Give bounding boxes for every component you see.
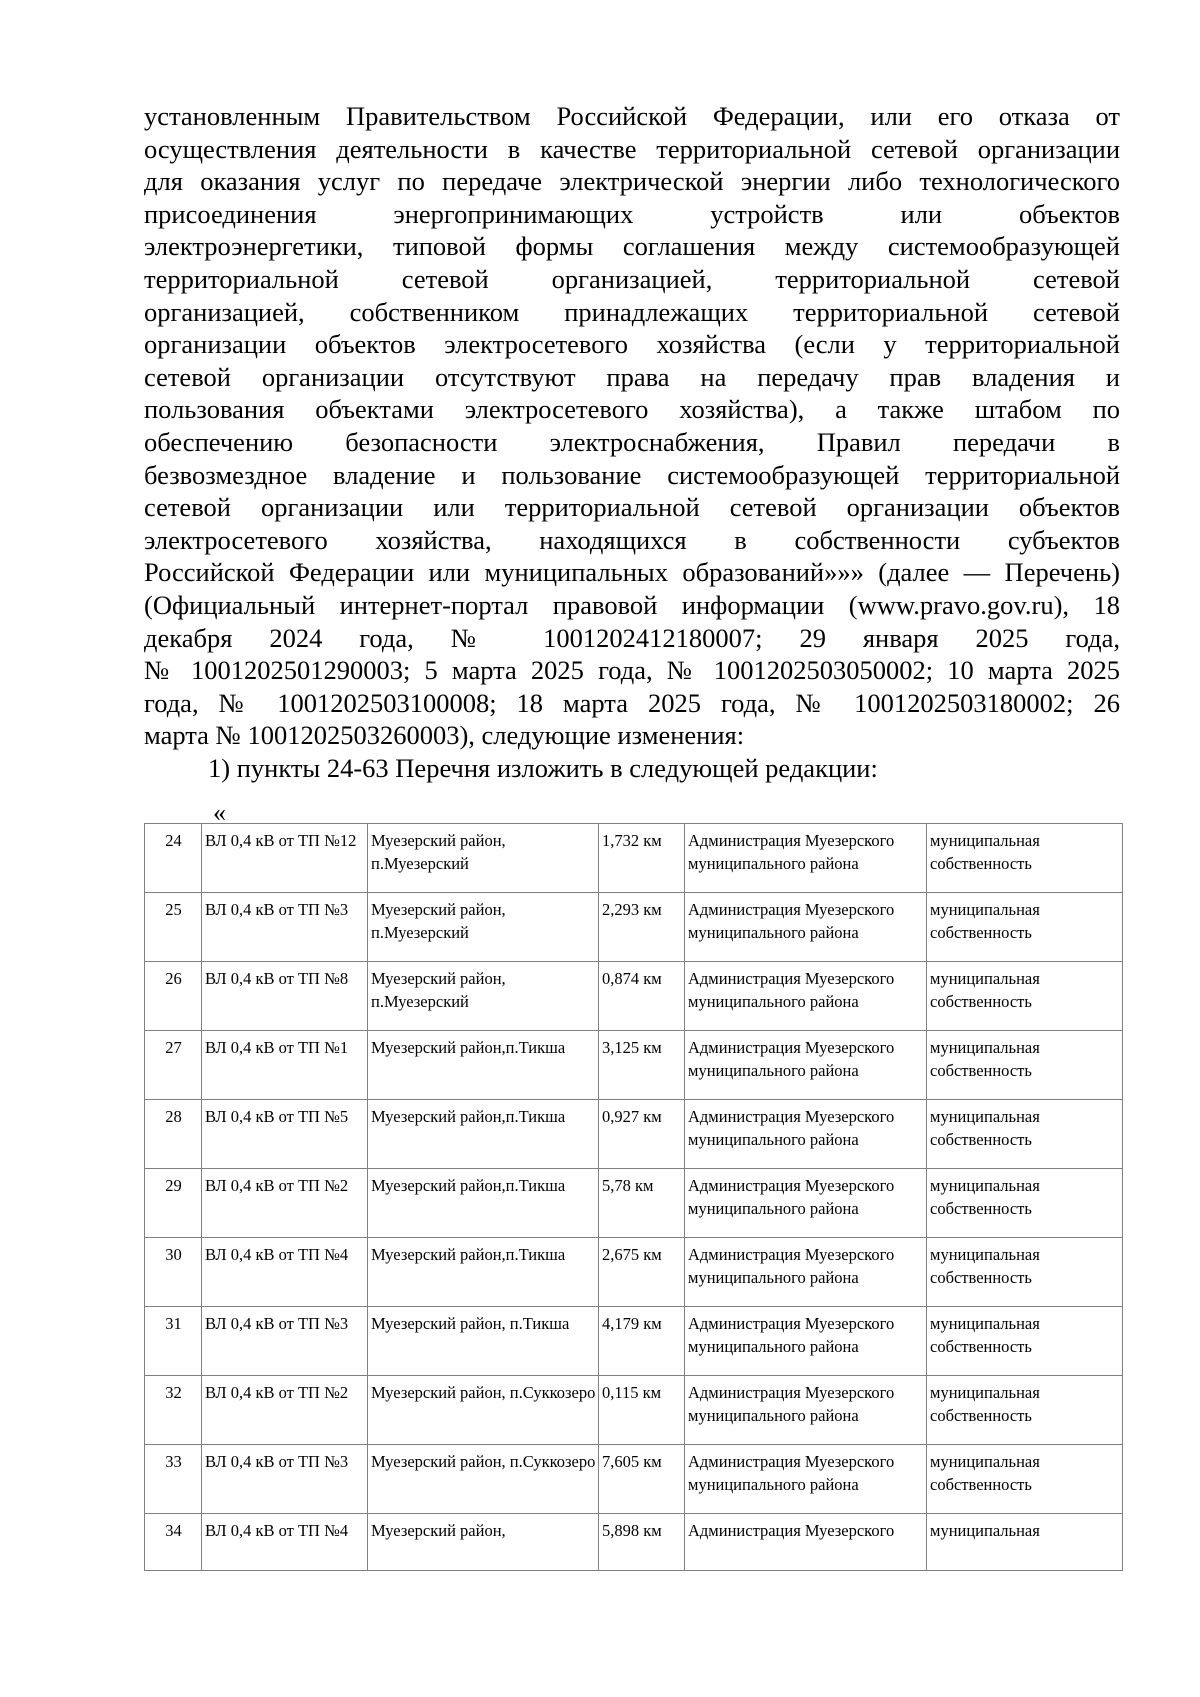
object-length: 7,605 км <box>599 1445 685 1514</box>
intro-line: сетевой организации или территориальной сетевой организации объектов <box>144 492 1120 523</box>
objects-table <box>144 823 1123 1571</box>
object-owner: Администрация Муезерского муниципального района <box>685 1238 927 1307</box>
property-type: муниципальная собственность <box>927 962 1123 1031</box>
object-address: Муезерский район,п.Тикша <box>368 1100 599 1169</box>
object-owner: Администрация Муезерского муниципального района <box>685 1031 927 1100</box>
table-row <box>145 1238 1123 1307</box>
table-row <box>145 1445 1123 1514</box>
table-row <box>145 1031 1123 1100</box>
intro-line: осуществления деятельности в качестве территориальной сетевой организации <box>144 133 1120 164</box>
object-owner: Администрация Муезерского муниципального района <box>685 824 927 893</box>
object-name: ВЛ 0,4 кВ от ТП №1 <box>202 1031 368 1100</box>
intro-line: декабря 2024 года, № 1001202412180007; 29 января 2025 года, <box>144 622 1120 653</box>
intro-line: сетевой организации отсутствуют права на передачу прав владения и <box>144 361 1120 392</box>
object-name: ВЛ 0,4 кВ от ТП №3 <box>202 1445 368 1514</box>
object-length: 1,732 км <box>599 824 685 893</box>
intro-line: организацией, собственником принадлежащих территориальной сетевой <box>144 296 1120 327</box>
intro-line: электроэнергетики, типовой формы соглашения между системообразующей <box>144 231 1120 262</box>
object-owner: Администрация Муезерского муниципального района <box>685 1307 927 1376</box>
row-number: 27 <box>145 1031 202 1100</box>
object-length: 2,675 км <box>599 1238 685 1307</box>
object-name: ВЛ 0,4 кВ от ТП №2 <box>202 1376 368 1445</box>
object-address: Муезерский район, п.Муезерский <box>368 824 599 893</box>
intro-line: присоединения энергопринимающих устройств или объектов <box>144 198 1120 229</box>
object-name: ВЛ 0,4 кВ от ТП №8 <box>202 962 368 1031</box>
table-row <box>145 1376 1123 1445</box>
intro-line: (Официальный интернет-портал правовой информации (www.pravo.gov.ru), 18 <box>144 589 1120 620</box>
property-type: муниципальная собственность <box>927 1238 1123 1307</box>
intro-line: Российской Федерации или муниципальных образований»»» (далее — Перечень) <box>144 557 1120 588</box>
row-number: 34 <box>145 1514 202 1571</box>
table-row <box>145 824 1123 893</box>
property-type: муниципальная собственность <box>927 1031 1123 1100</box>
property-type: муниципальная <box>927 1514 1123 1571</box>
opening-quote-mark: « <box>213 798 226 827</box>
object-owner: Администрация Муезерского муниципального района <box>685 1376 927 1445</box>
row-number: 28 <box>145 1100 202 1169</box>
object-address: Муезерский район,п.Тикша <box>368 1031 599 1100</box>
object-address: Муезерский район,п.Тикша <box>368 1238 599 1307</box>
object-name: ВЛ 0,4 кВ от ТП №12 <box>202 824 368 893</box>
amendment-text <box>144 100 1120 784</box>
table-row <box>145 1514 1123 1571</box>
intro-line: № 1001202501290003; 5 марта 2025 года, № 1001202503050002; 10 марта 2025 <box>144 655 1120 686</box>
object-length: 0,115 км <box>599 1376 685 1445</box>
object-name: ВЛ 0,4 кВ от ТП №4 <box>202 1238 368 1307</box>
property-type: муниципальная собственность <box>927 824 1123 893</box>
object-length: 4,179 км <box>599 1307 685 1376</box>
object-address: Муезерский район, п.Суккозеро <box>368 1445 599 1514</box>
object-name: ВЛ 0,4 кВ от ТП №3 <box>202 893 368 962</box>
property-type: муниципальная собственность <box>927 1307 1123 1376</box>
intro-line: года, № 1001202503100008; 18 марта 2025 года, № 1001202503180002; 26 <box>144 687 1120 718</box>
row-number: 30 <box>145 1238 202 1307</box>
row-number: 32 <box>145 1376 202 1445</box>
intro-line: обеспечению безопасности электроснабжения, Правил передачи в <box>144 426 1120 457</box>
intro-paragraph <box>144 100 1120 752</box>
intro-line: для оказания услуг по передаче электрической энергии либо технологического <box>144 166 1120 197</box>
object-name: ВЛ 0,4 кВ от ТП №5 <box>202 1100 368 1169</box>
row-number: 29 <box>145 1169 202 1238</box>
object-owner: Администрация Муезерского <box>685 1514 927 1571</box>
object-length: 3,125 км <box>599 1031 685 1100</box>
table-row <box>145 1100 1123 1169</box>
object-length: 5,78 км <box>599 1169 685 1238</box>
row-number: 25 <box>145 893 202 962</box>
intro-line: марта № 1001202503260003), следующие изменения: <box>144 720 745 751</box>
object-address: Муезерский район, п.Муезерский <box>368 962 599 1031</box>
object-length: 0,874 км <box>599 962 685 1031</box>
object-owner: Администрация Муезерского муниципального района <box>685 1169 927 1238</box>
property-type: муниципальная собственность <box>927 1100 1123 1169</box>
object-length: 5,898 км <box>599 1514 685 1571</box>
object-address: Муезерский район, п.Муезерский <box>368 893 599 962</box>
intro-line: безвозмездное владение и пользование системообразующей территориальной <box>144 459 1120 490</box>
item-1-text: 1) пункты 24-63 Перечня изложить в следующей редакции: <box>208 752 878 783</box>
intro-line: территориальной сетевой организацией, территориальной сетевой <box>144 263 1120 294</box>
row-number: 33 <box>145 1445 202 1514</box>
object-address: Муезерский район, п.Тикша <box>368 1307 599 1376</box>
object-owner: Администрация Муезерского муниципального района <box>685 1100 927 1169</box>
table-row <box>145 962 1123 1031</box>
row-number: 26 <box>145 962 202 1031</box>
intro-line: пользования объектами электросетевого хозяйства), а также штабом по <box>144 394 1120 425</box>
intro-line: электросетевого хозяйства, находящихся в собственности субъектов <box>144 524 1120 555</box>
row-number: 24 <box>145 824 202 893</box>
property-type: муниципальная собственность <box>927 1169 1123 1238</box>
table-row <box>145 1169 1123 1238</box>
property-type: муниципальная собственность <box>927 893 1123 962</box>
object-owner: Администрация Муезерского муниципального района <box>685 1445 927 1514</box>
table-row <box>145 1307 1123 1376</box>
object-owner: Администрация Муезерского муниципального района <box>685 962 927 1031</box>
objects-table-body <box>145 824 1123 1571</box>
object-address: Муезерский район, п.Суккозеро <box>368 1376 599 1445</box>
object-owner: Администрация Муезерского муниципального района <box>685 893 927 962</box>
object-name: ВЛ 0,4 кВ от ТП №2 <box>202 1169 368 1238</box>
object-name: ВЛ 0,4 кВ от ТП №3 <box>202 1307 368 1376</box>
intro-line: организации объектов электросетевого хозяйства (если у территориальной <box>144 329 1120 360</box>
property-type: муниципальная собственность <box>927 1445 1123 1514</box>
property-type: муниципальная собственность <box>927 1376 1123 1445</box>
object-length: 0,927 км <box>599 1100 685 1169</box>
table-row <box>145 893 1123 962</box>
row-number: 31 <box>145 1307 202 1376</box>
object-name: ВЛ 0,4 кВ от ТП №4 <box>202 1514 368 1571</box>
object-address: Муезерский район, <box>368 1514 599 1571</box>
object-length: 2,293 км <box>599 893 685 962</box>
intro-line: установленным Правительством Российской Федерации, или его отказа от <box>144 101 1120 131</box>
object-address: Муезерский район,п.Тикша <box>368 1169 599 1238</box>
